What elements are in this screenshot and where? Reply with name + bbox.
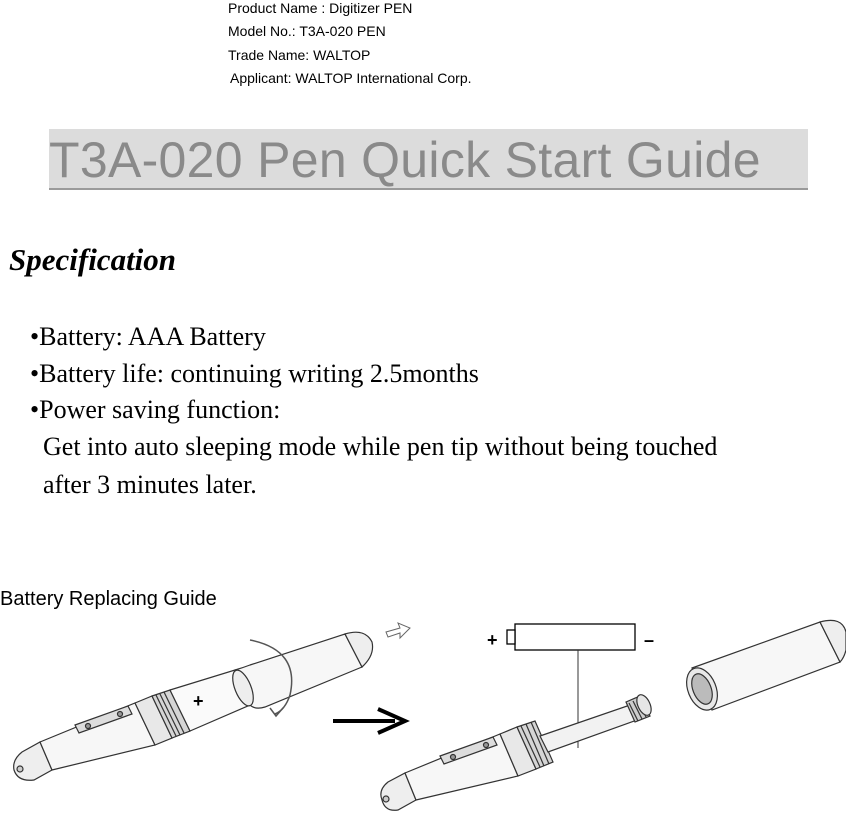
model-number: Model No.: T3A-020 PEN <box>228 23 386 39</box>
next-step-arrow-icon <box>333 709 405 733</box>
pen-back-cap-illustration <box>681 620 846 714</box>
page-title: T3A-020 Pen Quick Start Guide <box>49 132 761 188</box>
spec-power-saving-detail-2: after 3 minutes later. <box>43 470 257 499</box>
pull-out-arrow-icon <box>386 623 410 638</box>
battery-plus-sign: + <box>487 630 498 650</box>
spec-power-saving: •Power saving function: <box>30 395 281 424</box>
spec-battery: •Battery: AAA Battery <box>30 322 266 351</box>
battery-replacing-diagram <box>0 610 846 814</box>
specification-heading: Specification <box>9 242 177 277</box>
battery-minus-sign: – <box>644 630 655 650</box>
pen-plus-sign: + <box>193 691 204 711</box>
spec-battery-life: •Battery life: continuing writing 2.5months <box>30 359 479 388</box>
battery-guide-title: Battery Replacing Guide <box>0 588 217 610</box>
spec-power-saving-detail-1: Get into auto sleeping mode while pen tip without being touched <box>43 432 718 461</box>
pen-opened-illustration <box>381 692 654 810</box>
applicant: Applicant: WALTOP International Corp. <box>230 70 472 86</box>
trade-name: Trade Name: WALTOP <box>228 47 371 63</box>
product-name: Product Name : Digitizer PEN <box>228 0 413 16</box>
